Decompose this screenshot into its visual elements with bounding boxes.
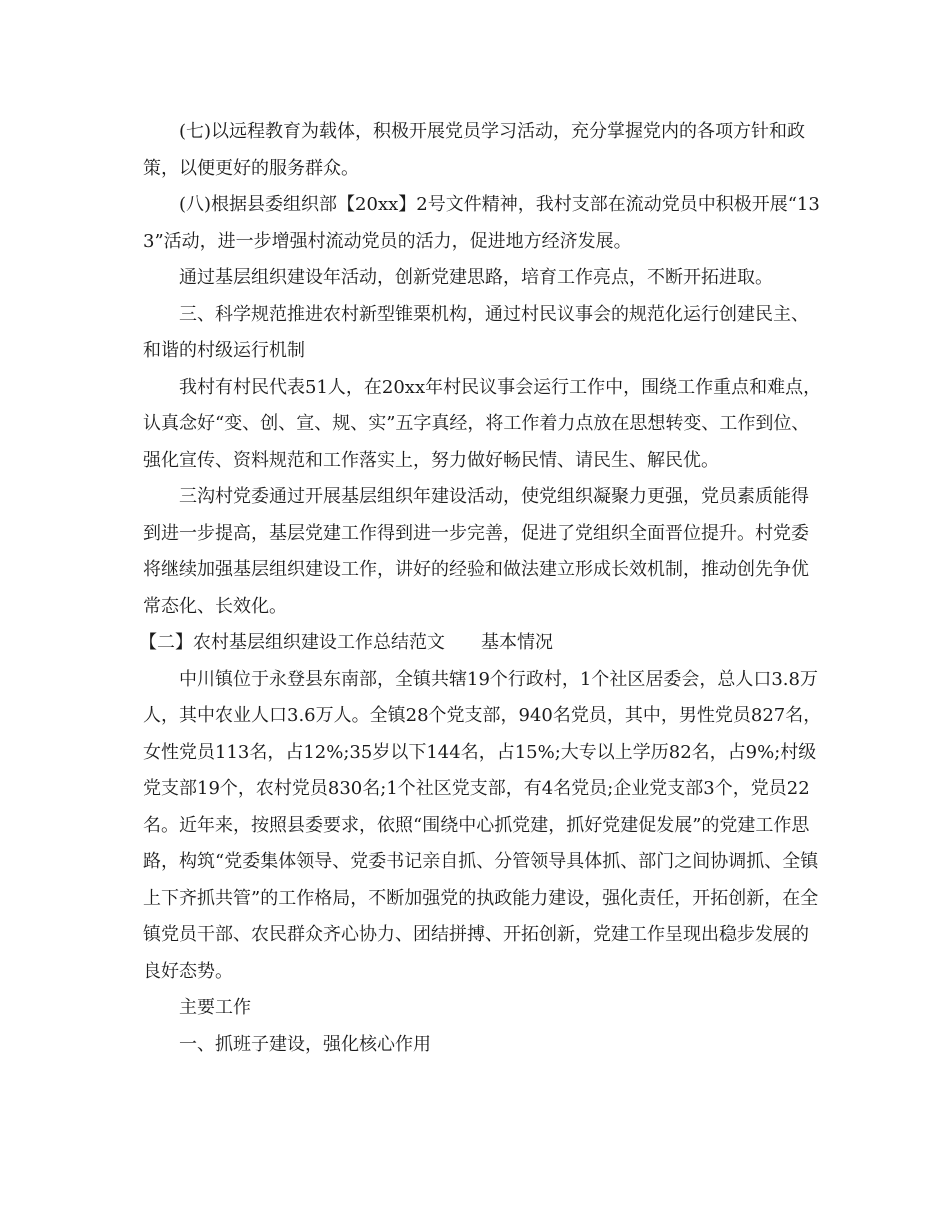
- section-item-one: 一、抓班子建设，强化核心作用: [179, 1033, 431, 1055]
- section-heading-three: 三、科学规范推进农村新型锥栗机构，通过村民议事会的规范化运行创建民主、和谐的村级运行机制: [143, 303, 809, 361]
- paragraph-basic-situation: 中川镇位于永登县东南部，全镇共辖19个行政村，1个社区居委会，总人口3.8万人，其中农业人口3.6万人。全镇28个党支部，940名党员，其中，男性党员827名，女性党员113名，占12%;35岁以下144名，占15%;大专以上学历82名，占9%;村级党支部19个，农村党员830名;1个社区党支部，有4名党员;企业党支部3个，党员22名。近年来，按照县委要求，依照“围绕中心抓党建，抓好党建促发展”的党建工作思路，构筑“党委集体领导、党委书记亲自抓、分管领导具体抓、部门之间协调抓、全镇上下齐抓共管”的工作格局，不断加强党的执政能力建设，强化责任，开拓创新，在全镇党员干部、农民群众齐心协力、团结拼搏、开拓创新，党建工作呈现出稳步发展的良好态势。: [143, 668, 822, 982]
- paragraph-item-8: (八)根据县委组织部【20xx】2号文件精神，我村支部在流动党员中积极开展“133”活动，进一步增强村流动党员的活力，促进地方经济发展。: [143, 194, 820, 252]
- paragraph-village-council: 我村有村民代表51人，在20xx年村民议事会运行工作中，围绕工作重点和难点，认真念好“变、创、宣、规、实”五字真经，将工作着力点放在思想转变、工作到位、强化宣传、资料规范和工作落实上，努力做好畅民情、请民生、解民优。: [143, 376, 822, 471]
- paragraph-summary: 通过基层组织建设年活动，创新党建思路，培育工作亮点，不断开拓进取。: [179, 267, 773, 288]
- document-body: [139, 114, 823, 1063]
- paragraph-party-committee: 三沟村党委通过开展基层组织年建设活动，使党组织凝聚力更强，党员素质能得到进一步提高，基层党建工作得到进一步完善，促进了党组织全面晋位提升。村党委将继续加强基层组织建设工作，讲好的经验和做法建立形成长效机制，推动创先争优常态化、长效化。: [143, 486, 809, 617]
- section-main-work: 主要工作: [179, 997, 251, 1018]
- article-two-title: 【二】农村基层组织建设工作总结范文 基本情况: [139, 632, 553, 653]
- paragraph-item-7: (七)以远程教育为载体，积极开展党员学习活动，充分掌握党内的各项方针和政策，以便更好的服务群众。: [143, 121, 806, 179]
